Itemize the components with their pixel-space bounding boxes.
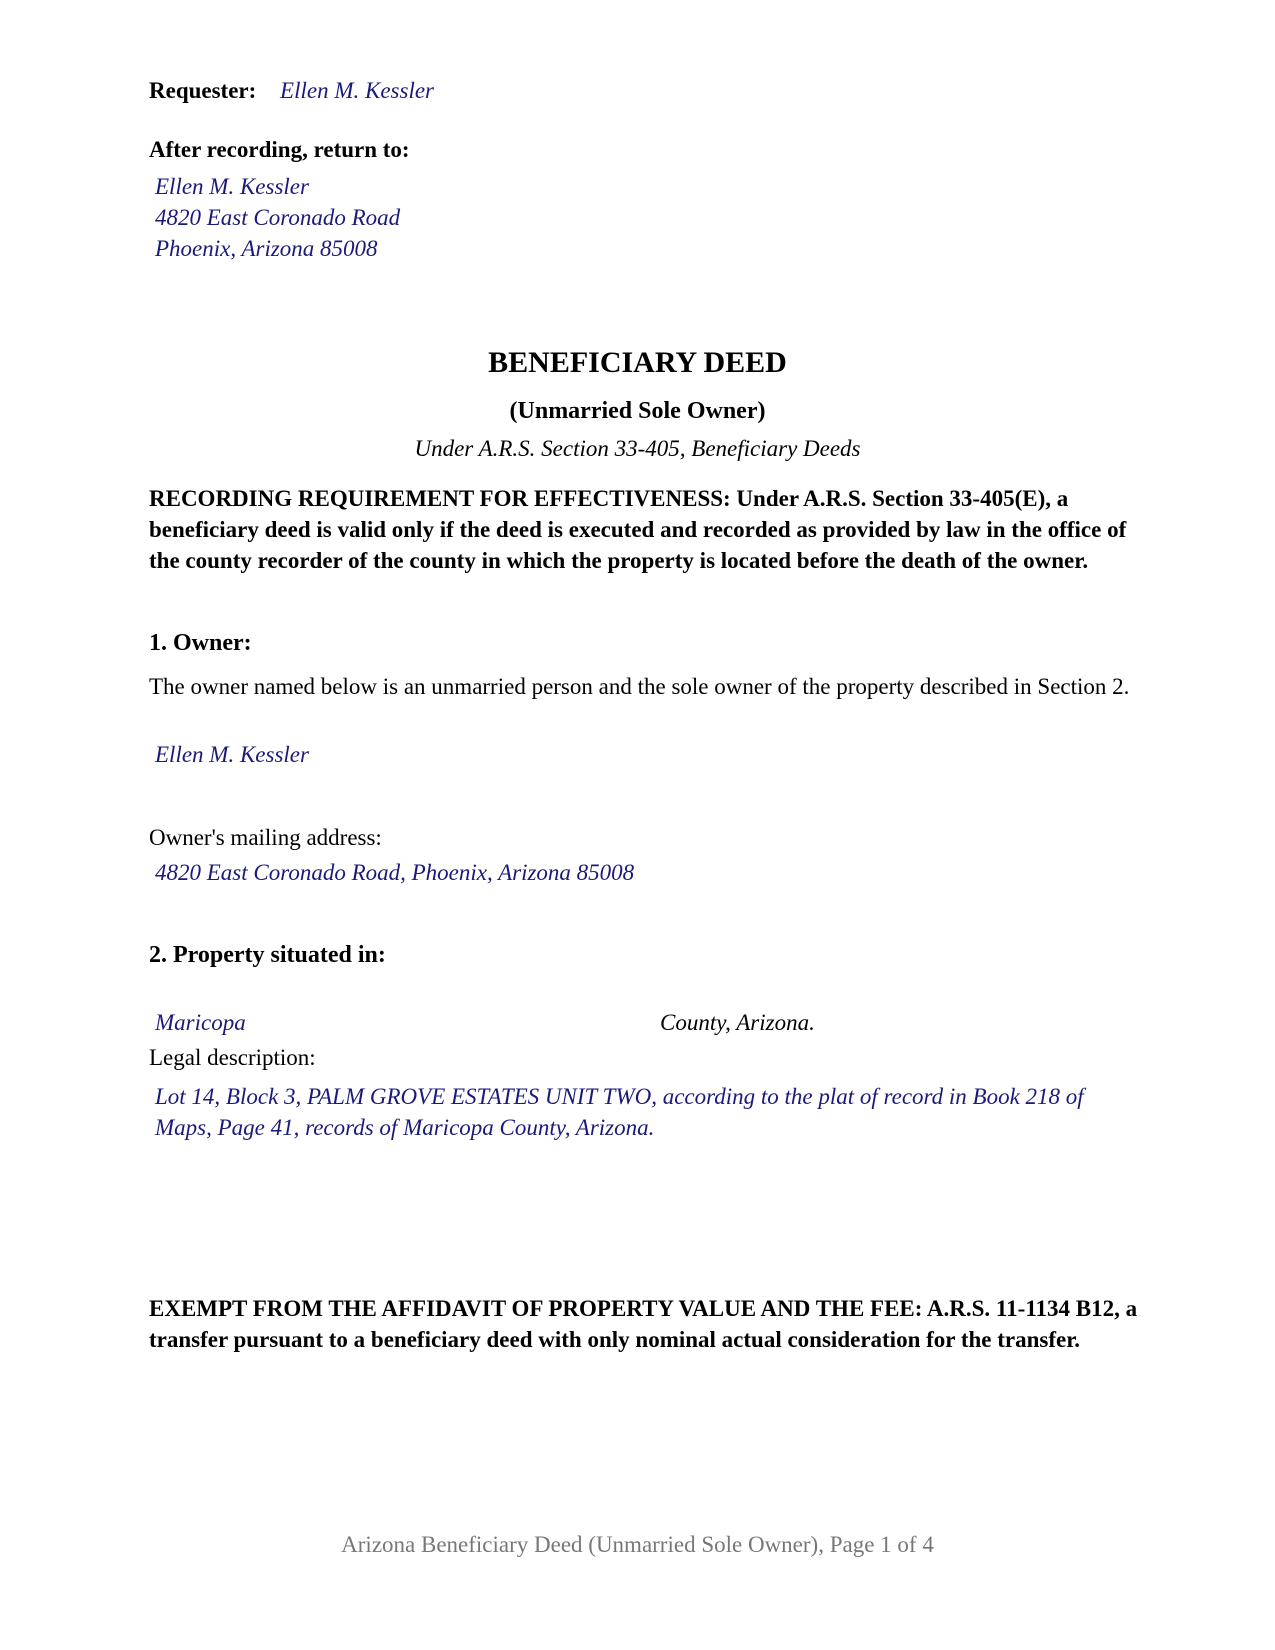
recording-requirement-notice: RECORDING REQUIREMENT FOR EFFECTIVENESS: Under A.R.S. Section 33-405(E), a beneficiary deed is valid only if the deed is executed and recorded as provided by law in the office of the county recorder of the county in which the property is located before the death of the owner. bbox=[149, 486, 1127, 573]
mailing-address-field[interactable]: 4820 East Coronado Road, Phoenix, Arizona 85008 bbox=[155, 860, 635, 885]
owner-name-field[interactable]: Ellen M. Kessler bbox=[155, 742, 309, 767]
return-city-line: Phoenix, Arizona 85008 bbox=[155, 236, 378, 261]
section-2-heading: 2. Property situated in: bbox=[149, 942, 386, 968]
statute-reference: Under A.R.S. Section 33-405, Beneficiary Deeds bbox=[414, 436, 861, 461]
section-1-heading: 1. Owner: bbox=[149, 630, 252, 656]
return-address-field[interactable] bbox=[155, 171, 755, 264]
return-to-label: After recording, return to: bbox=[149, 137, 410, 162]
county-field[interactable]: Maricopa bbox=[155, 1010, 246, 1035]
requester-label: Requester: bbox=[149, 78, 257, 103]
legal-description-field[interactable]: Lot 14, Block 3, PALM GROVE ESTATES UNIT TWO, according to the plat of record in Book 218 of Maps, Page 41, records of Maricopa County, Arizona. bbox=[155, 1084, 1084, 1140]
section-1-body: The owner named below is an unmarried person and the sole owner of the property described in Section 2. bbox=[149, 674, 1130, 699]
document-subtitle: (Unmarried Sole Owner) bbox=[509, 398, 766, 424]
requester-row bbox=[149, 78, 434, 104]
requester-name-field[interactable]: Ellen M. Kessler bbox=[280, 78, 434, 103]
page-footer: Arizona Beneficiary Deed (Unmarried Sole Owner), Page 1 of 4 bbox=[341, 1532, 934, 1557]
return-street-line: 4820 East Coronado Road bbox=[155, 205, 401, 230]
mailing-address-label: Owner's mailing address: bbox=[149, 825, 382, 850]
return-name-line: Ellen M. Kessler bbox=[155, 174, 309, 199]
exemption-notice: EXEMPT FROM THE AFFIDAVIT OF PROPERTY VALUE AND THE FEE: A.R.S. 11-1134 B12, a transfer pursuant to a beneficiary deed with only nominal actual consideration for the transfer. bbox=[149, 1296, 1138, 1352]
county-suffix-label: County, Arizona. bbox=[660, 1010, 815, 1035]
legal-description-label: Legal description: bbox=[149, 1045, 316, 1070]
document-title: BENEFICIARY DEED bbox=[488, 346, 787, 379]
